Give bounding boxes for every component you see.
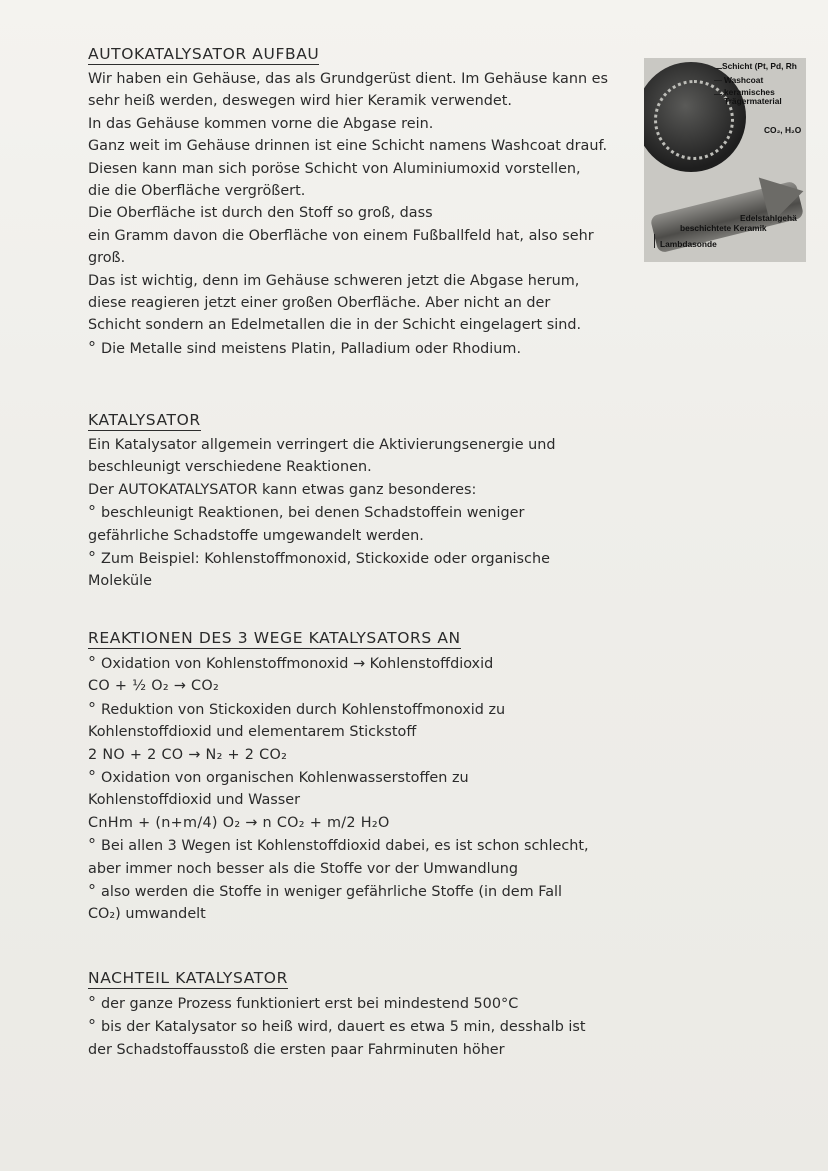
bullet-line: ° Zum Beispiel: Kohlenstoffmonoxid, Stickoxide oder organische [88,547,648,570]
equation-line: CO + ½ O₂ → CO₂ [88,678,220,695]
catalytic-converter-diagram [644,58,806,262]
text-line: Schicht sondern an Edelmetallen die in der Schicht eingelagert sind. [88,317,582,334]
label-co2-h2o: CO₂, H₂O [764,125,802,135]
section-nachteil [88,968,648,1061]
label-schicht: Schicht (Pt, Pd, Rh [722,61,797,71]
text-line: aber immer noch besser als die Stoffe vor der Umwandlung [88,860,518,877]
heading-katalysator: KATALYSATOR [88,411,201,429]
label-lambdasonde: Lambdasonde [660,239,717,249]
text-line: sehr heiß werden, deswegen wird hier Keramik verwendet. [88,93,512,110]
text-line: In das Gehäuse kommen vorne die Abgase rein. [88,115,434,132]
bullet-line: ° also werden die Stoffe in weniger gefährliche Stoffe (in dem Fall [88,880,648,903]
bullet-line: ° bis der Katalysator so heiß wird, dauert es etwa 5 min, desshalb ist [88,1015,648,1038]
label-traegermaterial: Trägermaterial [724,96,782,106]
text-line: Diesen kann man sich poröse Schicht von Aluminiumoxid vorstellen, [88,160,581,177]
text-line: CO₂) umwandelt [88,906,206,923]
bullet-line: ° Die Metalle sind meistens Platin, Palladium oder Rhodium. [88,337,648,360]
label-beschichtete-keramik: beschichtete Keramik [680,223,767,233]
bullet-line: ° Reduktion von Stickoxiden durch Kohlenstoffmonoxid zu [88,698,648,721]
bullet-line: ° Oxidation von organischen Kohlenwasserstoffen zu [88,766,648,789]
equation-line: CnHm + (n+m/4) O₂ → n CO₂ + m/2 H₂O [88,814,390,831]
label-edelstahl: Edelstahlgehä [740,213,797,223]
text-line: gefährliche Schadstoffe umgewandelt werden. [88,527,424,544]
text-line: der Schadstoffausstoß die ersten paar Fahrminuten höher [88,1041,505,1058]
text-line: groß. [88,250,126,267]
bullet-line: ° Bei allen 3 Wegen ist Kohlenstoffdioxid dabei, es ist schon schlecht, [88,834,648,857]
section-reaktionen [88,628,648,926]
text-line: beschleunigt verschiedene Reaktionen. [88,459,372,476]
equation-line: 2 NO + 2 CO → N₂ + 2 CO₂ [88,746,288,763]
text-line: Wir haben ein Gehäuse, das als Grundgerüst dient. Im Gehäuse kann es [88,71,609,87]
text-line: Moleküle [88,573,152,590]
heading-reaktionen: REAKTIONEN DES 3 WEGE KATALYSATORS AN [88,629,461,647]
heading-nachteil: NACHTEIL KATALYSATOR [88,969,288,987]
text-line: diese reagieren jetzt einer großen Oberfläche. Aber nicht an der [88,295,551,312]
section-katalysator [88,410,648,593]
section-aufbau [88,44,648,360]
label-keramisches: keramisches [724,87,775,97]
text-line: ein Gramm davon die Oberfläche von einem Fußballfeld hat, also sehr [88,227,594,244]
text-line: Der AUTOKATALYSATOR kann etwas ganz besonderes: [88,481,477,498]
heading-aufbau: AUTOKATALYSATOR AUFBAU [88,45,320,63]
text-line: Die Oberfläche ist durch den Stoff so groß, dass [88,205,433,222]
text-line: Ganz weit im Gehäuse drinnen ist eine Schicht namens Washcoat drauf. [88,138,608,155]
text-line: Ein Katalysator allgemein verringert die Aktivierungsenergie und [88,437,556,453]
label-washcoat: Washcoat [724,75,764,85]
text-line: Kohlenstoffdioxid und Wasser [88,792,301,809]
catalyst-detail-pores [654,80,734,160]
bullet-line: ° Oxidation von Kohlenstoffmonoxid → Kohlenstoffdioxid [88,652,648,675]
text-line: Kohlenstoffdioxid und elementarem Stickstoff [88,724,417,741]
bullet-line: ° beschleunigt Reaktionen, bei denen Schadstoffein weniger [88,501,648,524]
bullet-line: ° der ganze Prozess funktioniert erst bei mindestend 500°C [88,992,648,1015]
text-line: die die Oberfläche vergrößert. [88,183,306,200]
text-line: Das ist wichtig, denn im Gehäuse schweren jetzt die Abgase herum, [88,272,580,289]
